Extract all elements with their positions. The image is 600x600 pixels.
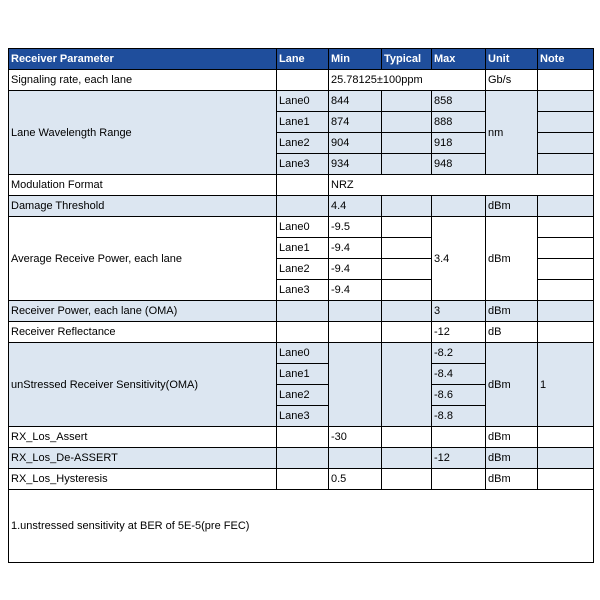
note-cell xyxy=(538,238,594,259)
lane-cell: Lane0 xyxy=(277,91,329,112)
note-cell xyxy=(538,154,594,175)
max-cell: -8.2 xyxy=(432,343,486,364)
lane-cell: Lane2 xyxy=(277,259,329,280)
note-cell xyxy=(538,133,594,154)
row-sensitivity-lane0 xyxy=(9,343,594,364)
max-cell: 3 xyxy=(432,301,486,322)
param-cell: Signaling rate, each lane xyxy=(9,70,277,91)
typical-cell xyxy=(382,343,432,427)
header-typical: Typical xyxy=(382,49,432,70)
param-cell: Average Receive Power, each lane xyxy=(9,217,277,301)
max-cell: 888 xyxy=(432,112,486,133)
param-cell: RX_Los_Hysteresis xyxy=(9,469,277,490)
lane-cell xyxy=(277,196,329,217)
lane-cell: Lane2 xyxy=(277,385,329,406)
unit-cell: dB xyxy=(486,322,538,343)
min-cell xyxy=(329,301,382,322)
min-cell: -9.4 xyxy=(329,280,382,301)
row-wavelength-lane0 xyxy=(9,91,594,112)
param-cell: RX_Los_Assert xyxy=(9,427,277,448)
header-max: Max xyxy=(432,49,486,70)
footnote-text: 1.unstressed sensitivity at BER of 5E-5(pre FEC) xyxy=(9,490,594,563)
typical-cell xyxy=(382,112,432,133)
receiver-spec-table-wrapper xyxy=(8,48,593,563)
receiver-spec-table xyxy=(8,48,594,563)
row-signaling-rate xyxy=(9,70,594,91)
min-cell xyxy=(329,322,382,343)
min-cell: 934 xyxy=(329,154,382,175)
unit-cell: dBm xyxy=(486,448,538,469)
min-cell: 0.5 xyxy=(329,469,382,490)
row-avg-power-lane0 xyxy=(9,217,594,238)
lane-cell: Lane1 xyxy=(277,238,329,259)
note-cell xyxy=(538,427,594,448)
note-cell xyxy=(538,469,594,490)
typical-cell xyxy=(382,280,432,301)
max-cell xyxy=(432,196,486,217)
row-reflectance xyxy=(9,322,594,343)
lane-cell xyxy=(277,70,329,91)
lane-cell: Lane3 xyxy=(277,406,329,427)
header-parameter: Receiver Parameter xyxy=(9,49,277,70)
max-cell: -8.4 xyxy=(432,364,486,385)
typical-cell xyxy=(382,301,432,322)
note-cell xyxy=(538,322,594,343)
row-footnote xyxy=(9,490,594,563)
header-row xyxy=(9,49,594,70)
lane-cell xyxy=(277,175,329,196)
header-min: Min xyxy=(329,49,382,70)
lane-cell: Lane1 xyxy=(277,364,329,385)
typical-cell xyxy=(382,322,432,343)
max-cell: 3.4 xyxy=(432,217,486,301)
unit-cell: dBm xyxy=(486,196,538,217)
param-cell: Modulation Format xyxy=(9,175,277,196)
typical-cell xyxy=(382,238,432,259)
max-cell xyxy=(432,469,486,490)
note-cell xyxy=(538,259,594,280)
row-los-hysteresis xyxy=(9,469,594,490)
note-cell xyxy=(538,280,594,301)
lane-cell: Lane0 xyxy=(277,217,329,238)
lane-cell: Lane3 xyxy=(277,280,329,301)
typical-cell xyxy=(382,427,432,448)
param-cell: Receiver Power, each lane (OMA) xyxy=(9,301,277,322)
param-cell: Lane Wavelength Range xyxy=(9,91,277,175)
min-cell: 4.4 xyxy=(329,196,382,217)
lane-cell xyxy=(277,448,329,469)
note-cell: 1 xyxy=(538,343,594,427)
lane-cell xyxy=(277,469,329,490)
min-cell: 844 xyxy=(329,91,382,112)
note-cell xyxy=(538,301,594,322)
unit-cell: dBm xyxy=(486,427,538,448)
note-cell xyxy=(538,112,594,133)
min-cell: -9.5 xyxy=(329,217,382,238)
lane-cell xyxy=(277,301,329,322)
unit-cell: Gb/s xyxy=(486,70,538,91)
header-lane: Lane xyxy=(277,49,329,70)
lane-cell: Lane2 xyxy=(277,133,329,154)
min-cell xyxy=(329,343,382,427)
max-cell: -12 xyxy=(432,448,486,469)
row-modulation-format xyxy=(9,175,594,196)
min-cell: 874 xyxy=(329,112,382,133)
lane-cell xyxy=(277,322,329,343)
max-cell: 918 xyxy=(432,133,486,154)
value-cell: NRZ xyxy=(329,175,594,196)
typical-cell xyxy=(382,469,432,490)
lane-cell: Lane0 xyxy=(277,343,329,364)
max-cell: -8.6 xyxy=(432,385,486,406)
max-cell xyxy=(432,427,486,448)
unit-cell: nm xyxy=(486,91,538,175)
param-cell: Receiver Reflectance xyxy=(9,322,277,343)
typical-cell xyxy=(382,217,432,238)
typical-cell xyxy=(382,448,432,469)
max-cell: -8.8 xyxy=(432,406,486,427)
param-cell: Damage Threshold xyxy=(9,196,277,217)
unit-cell: dBm xyxy=(486,469,538,490)
row-oma-power xyxy=(9,301,594,322)
note-cell xyxy=(538,448,594,469)
row-damage-threshold xyxy=(9,196,594,217)
typical-cell xyxy=(382,259,432,280)
unit-cell: dBm xyxy=(486,301,538,322)
note-cell xyxy=(538,196,594,217)
max-cell: 948 xyxy=(432,154,486,175)
lane-cell: Lane3 xyxy=(277,154,329,175)
unit-cell: dBm xyxy=(486,217,538,301)
note-cell xyxy=(538,91,594,112)
param-cell: RX_Los_De-ASSERT xyxy=(9,448,277,469)
note-cell xyxy=(538,217,594,238)
typical-cell xyxy=(382,133,432,154)
header-note: Note xyxy=(538,49,594,70)
unit-cell: dBm xyxy=(486,343,538,427)
min-cell xyxy=(329,448,382,469)
note-cell xyxy=(538,70,594,91)
value-cell: 25.78125±100ppm xyxy=(329,70,486,91)
min-cell: -30 xyxy=(329,427,382,448)
lane-cell: Lane1 xyxy=(277,112,329,133)
typical-cell xyxy=(382,154,432,175)
row-los-assert xyxy=(9,427,594,448)
lane-cell xyxy=(277,427,329,448)
min-cell: -9.4 xyxy=(329,259,382,280)
min-cell: 904 xyxy=(329,133,382,154)
min-cell: -9.4 xyxy=(329,238,382,259)
max-cell: -12 xyxy=(432,322,486,343)
max-cell: 858 xyxy=(432,91,486,112)
header-unit: Unit xyxy=(486,49,538,70)
typical-cell xyxy=(382,91,432,112)
typical-cell xyxy=(382,196,432,217)
row-los-deassert xyxy=(9,448,594,469)
param-cell: unStressed Receiver Sensitivity(OMA) xyxy=(9,343,277,427)
